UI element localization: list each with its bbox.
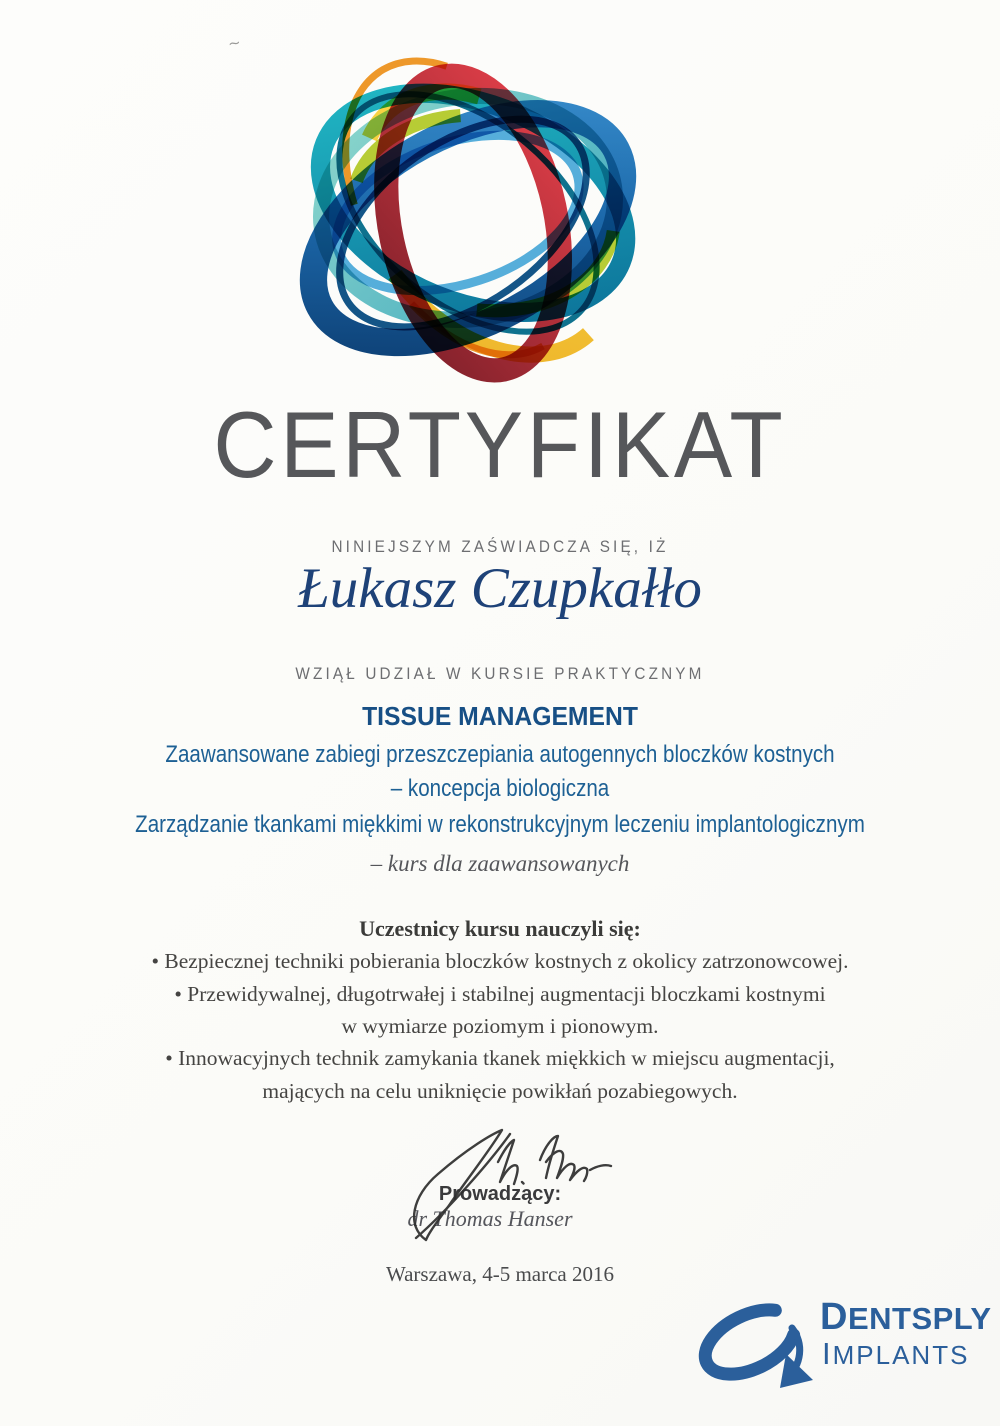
certificate-title: CERTYFIKAT: [213, 392, 787, 497]
outcome-line: w wymiarze poziomym i pionowym.: [341, 1014, 659, 1038]
brand-text: [820, 1296, 992, 1371]
course-description-line-2: – koncepcja biologiczna: [390, 775, 610, 802]
place-and-date: Warszawa, 4-5 marca 2016: [385, 1262, 615, 1286]
outcome-line: • Przewidywalnej, długotrwałej i stabilnej augmentacji bloczkami kostnymi: [174, 982, 826, 1006]
brand-name: DENTSPLY: [820, 1296, 992, 1338]
outcome-line: • Bezpiecznej techniki pobierania bloczków kostnych z okolicy zatrzonowcowej.: [151, 949, 849, 973]
statement-line: NINIEJSZYM ZAŚWIADCZA SIĘ, IŻ: [331, 537, 669, 556]
signer-name: dr Thomas Hanser: [407, 1206, 573, 1231]
course-level-note: – kurs dla zaawansowanych: [370, 851, 630, 876]
outcomes-heading: Uczestnicy kursu nauczyli się:: [359, 916, 641, 941]
dentsply-swoosh-icon: [692, 1292, 824, 1404]
recipient-name: Łukasz Czupkałło: [298, 557, 702, 620]
outcome-line: mających na celu uniknięcie powikłań pozabiegowych.: [262, 1079, 738, 1103]
outcome-line: • Innowacyjnych technik zamykania tkanek miękkich w miejscu augmentacji,: [165, 1046, 835, 1070]
course-description-line-1: Zaawansowane zabiegi przeszczepiania autogennych bloczków kostnych: [165, 741, 835, 768]
participation-line: WZIĄŁ UDZIAŁ W KURSIE PRAKTYCZNYM: [295, 664, 705, 683]
globe-ribbons-logo: [272, 26, 664, 410]
brand-logo: [692, 1292, 992, 1404]
course-title: TISSUE MANAGEMENT: [362, 701, 638, 731]
brand-division: IMPLANTS: [822, 1336, 970, 1371]
signer-role-label: Prowadzący:: [438, 1183, 562, 1205]
course-description-line-3: Zarządzanie tkankami miękkimi w rekonstrukcyjnym leczeniu implantologicznym: [135, 811, 865, 838]
scan-artifact-mark: ~: [226, 33, 242, 53]
